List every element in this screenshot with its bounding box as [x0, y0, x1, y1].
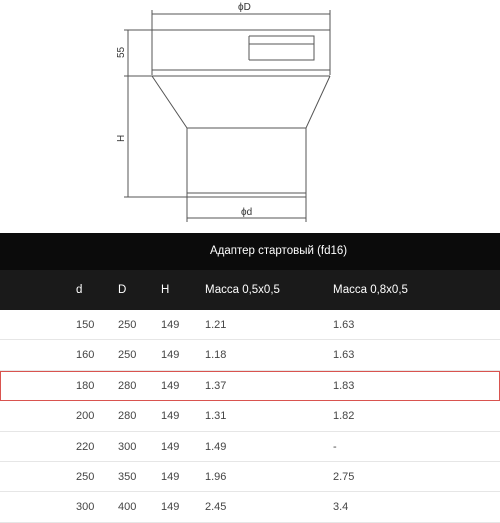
table-row — [0, 310, 500, 340]
header-mass-05: Масса 0,5x0,5 — [205, 284, 280, 296]
table-row — [0, 340, 500, 370]
cell-H: 149 — [161, 440, 180, 453]
cell-H: 149 — [161, 349, 180, 362]
dim-55-label: 55 — [116, 46, 127, 58]
cell-mass-05: 1.31 — [205, 410, 227, 423]
cell-d: 160 — [76, 349, 95, 362]
table-caption: Адаптер стартовый (fd16) — [210, 245, 348, 257]
cell-d: 150 — [76, 319, 95, 331]
cell-d: 250 — [76, 470, 95, 483]
cell-mass-05: 1.96 — [205, 470, 227, 483]
cell-mass-05: 1.18 — [205, 349, 227, 362]
cell-mass-08: 1.63 — [333, 349, 355, 362]
cell-D: 400 — [118, 501, 137, 514]
cell-mass-08: 1.83 — [333, 379, 355, 392]
cell-H: 149 — [161, 319, 180, 331]
cone-left — [152, 76, 187, 197]
technical-drawing — [0, 0, 500, 232]
dim-D-label: ϕD — [238, 2, 251, 13]
table-row — [0, 432, 500, 462]
cell-H: 149 — [161, 470, 180, 483]
cell-mass-05: 1.49 — [205, 440, 227, 453]
header-H: H — [161, 284, 170, 296]
cell-H: 149 — [161, 379, 180, 392]
dim-d-label: ϕd — [241, 207, 253, 218]
cell-mass-08: - — [333, 440, 337, 453]
cell-d: 300 — [76, 501, 95, 514]
cell-H: 149 — [161, 501, 180, 514]
table-header-row — [0, 270, 500, 310]
spec-table — [0, 233, 500, 523]
table-caption-row — [0, 233, 500, 270]
cell-mass-08: 3.4 — [333, 501, 349, 514]
cell-H: 149 — [161, 410, 180, 423]
cell-mass-05: 1.21 — [205, 319, 227, 331]
cell-mass-08: 1.82 — [333, 410, 355, 423]
dim-H-label: H — [116, 134, 127, 142]
seam-fold — [249, 36, 314, 60]
table-row — [0, 492, 500, 522]
cell-mass-05: 2.45 — [205, 501, 227, 514]
cell-mass-08: 2.75 — [333, 470, 355, 483]
table-body — [0, 310, 500, 523]
cell-D: 280 — [118, 410, 137, 423]
header-mass-08: Масса 0,8x0,5 — [333, 284, 408, 296]
cell-D: 250 — [118, 319, 137, 331]
cell-D: 280 — [118, 379, 137, 392]
header-D: D — [118, 284, 127, 296]
cone-right — [306, 76, 330, 197]
header-d: d — [76, 284, 83, 296]
cell-d: 200 — [76, 410, 95, 423]
table-row — [0, 462, 500, 492]
cell-D: 350 — [118, 470, 137, 483]
table-row-highlighted — [0, 371, 500, 401]
cell-mass-08: 1.63 — [333, 319, 355, 331]
adapter-drawing-svg — [0, 0, 500, 232]
cell-mass-05: 1.37 — [205, 379, 227, 392]
cell-D: 250 — [118, 349, 137, 362]
cell-d: 220 — [76, 440, 95, 453]
table-row — [0, 401, 500, 431]
cell-d: 180 — [76, 379, 95, 392]
cell-D: 300 — [118, 440, 137, 453]
